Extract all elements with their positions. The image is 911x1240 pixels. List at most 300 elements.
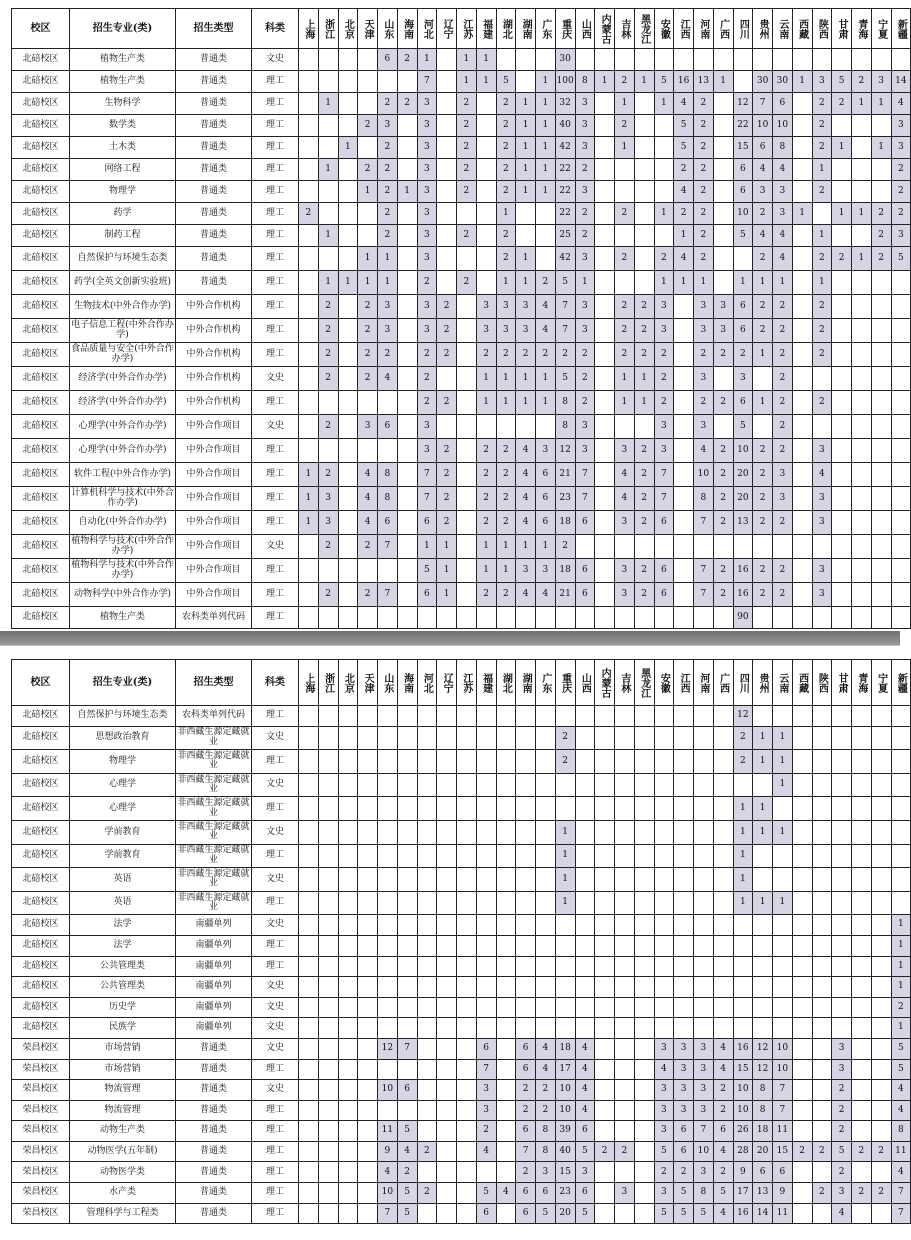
cell-value — [713, 271, 733, 295]
cell-value — [871, 559, 891, 583]
cell-value — [457, 750, 477, 774]
cell-value: 1 — [437, 583, 457, 607]
cell-value: 6 — [674, 1121, 694, 1142]
cell-value — [457, 977, 477, 998]
table-row — [12, 415, 911, 439]
cell-value: 3 — [733, 367, 753, 391]
cell-value — [615, 820, 635, 844]
cell-major: 公共管理类 — [70, 977, 176, 998]
cell-value: 1 — [516, 181, 536, 203]
header-province — [457, 660, 477, 706]
cell-subject: 理工 — [252, 115, 299, 137]
cell-subject: 文史 — [252, 1038, 299, 1059]
cell-value — [358, 706, 378, 727]
cell-value — [852, 726, 872, 750]
cell-value: 2 — [496, 137, 516, 159]
cell-value — [358, 1080, 378, 1101]
cell-value: 2 — [358, 115, 378, 137]
cell-value — [871, 583, 891, 607]
cell-value — [457, 1100, 477, 1121]
cell-value — [753, 607, 773, 629]
province-label: 辽宁 — [441, 672, 453, 693]
cell-value: 2 — [832, 1080, 852, 1101]
cell-value — [713, 997, 733, 1018]
header-province — [654, 660, 674, 706]
cell-value — [733, 773, 753, 797]
cell-value — [753, 415, 773, 439]
cell-value — [496, 773, 516, 797]
cell-value — [417, 1162, 437, 1183]
cell-value — [417, 1018, 437, 1039]
cell-value — [417, 726, 437, 750]
province-label: 海南 — [401, 672, 413, 693]
cell-type: 普通类 — [176, 93, 252, 115]
cell-value: 3 — [575, 439, 595, 463]
header-province — [536, 660, 556, 706]
cell-value: 5 — [891, 247, 911, 271]
cell-value: 17 — [555, 1059, 575, 1080]
cell-major: 心理学(中外合作办学) — [70, 439, 176, 463]
cell-value — [871, 607, 891, 629]
cell-value: 1 — [476, 391, 496, 415]
cell-value — [654, 159, 674, 181]
cell-value: 2 — [812, 137, 832, 159]
cell-subject: 理工 — [252, 319, 299, 343]
cell-value: 1 — [516, 93, 536, 115]
cell-value — [733, 1018, 753, 1039]
cell-value — [773, 49, 793, 71]
cell-value — [792, 1121, 812, 1142]
cell-value: 2 — [792, 1141, 812, 1162]
cell-value — [634, 1100, 654, 1121]
province-label: 山东 — [381, 672, 393, 693]
cell-subject: 理工 — [252, 487, 299, 511]
cell-value — [437, 773, 457, 797]
cell-value: 1 — [496, 391, 516, 415]
cell-value — [338, 181, 358, 203]
cell-value: 10 — [733, 203, 753, 225]
cell-value: 1 — [753, 343, 773, 367]
cell-value — [358, 1183, 378, 1204]
cell-value: 1 — [516, 115, 536, 137]
cell-value: 1 — [516, 137, 536, 159]
cell-value — [378, 1059, 398, 1080]
cell-value: 2 — [713, 1080, 733, 1101]
province-label: 陕西 — [816, 672, 828, 693]
cell-value — [871, 439, 891, 463]
cell-value: 7 — [694, 583, 714, 607]
header-province — [871, 9, 891, 49]
table-row — [12, 915, 911, 936]
cell-value: 6 — [516, 1038, 536, 1059]
cell-value — [536, 997, 556, 1018]
cell-value — [595, 319, 615, 343]
cell-value — [299, 1059, 319, 1080]
cell-value — [496, 726, 516, 750]
cell-value: 1 — [536, 137, 556, 159]
cell-value: 6 — [516, 1203, 536, 1224]
cell-value: 10 — [378, 1080, 398, 1101]
cell-value — [299, 1203, 319, 1224]
cell-campus: 北碚校区 — [12, 71, 70, 93]
cell-value: 2 — [536, 1100, 556, 1121]
cell-value: 2 — [852, 1141, 872, 1162]
cell-value — [713, 203, 733, 225]
cell-value: 2 — [753, 559, 773, 583]
cell-value: 7 — [773, 1080, 793, 1101]
cell-value — [792, 1203, 812, 1224]
cell-value — [674, 559, 694, 583]
cell-value — [674, 997, 694, 1018]
cell-value: 3 — [694, 415, 714, 439]
table-row — [12, 271, 911, 295]
cell-value — [378, 868, 398, 892]
header-province — [575, 660, 595, 706]
cell-value — [299, 915, 319, 936]
cell-campus: 北碚校区 — [12, 820, 70, 844]
cell-value: 6 — [575, 1183, 595, 1204]
cell-value — [634, 915, 654, 936]
cell-value — [318, 203, 338, 225]
cell-value: 1 — [733, 797, 753, 821]
cell-value: 1 — [496, 203, 516, 225]
cell-major: 药学(全英文创新实验班) — [70, 271, 176, 295]
cell-value — [457, 997, 477, 1018]
cell-subject: 理工 — [252, 391, 299, 415]
cell-subject: 文史 — [252, 535, 299, 559]
cell-type: 普通类 — [176, 1183, 252, 1204]
cell-value — [871, 797, 891, 821]
cell-value — [753, 773, 773, 797]
cell-value: 2 — [496, 93, 516, 115]
cell-major: 管理科学与工程类 — [70, 1203, 176, 1224]
cell-value — [437, 935, 457, 956]
cell-value — [338, 511, 358, 535]
cell-value — [299, 820, 319, 844]
cell-value: 2 — [575, 343, 595, 367]
cell-value — [457, 343, 477, 367]
cell-value: 1 — [891, 977, 911, 998]
cell-value — [318, 439, 338, 463]
cell-value: 10 — [753, 115, 773, 137]
table-row — [12, 1162, 911, 1183]
cell-value — [397, 535, 417, 559]
cell-value: 2 — [417, 343, 437, 367]
cell-value — [318, 49, 338, 71]
cell-value: 12 — [733, 706, 753, 727]
cell-campus: 北碚校区 — [12, 203, 70, 225]
cell-value — [713, 977, 733, 998]
cell-value: 1 — [832, 137, 852, 159]
cell-value — [516, 706, 536, 727]
table-row — [12, 439, 911, 463]
cell-value — [378, 1018, 398, 1039]
province-label: 广东 — [539, 18, 551, 39]
header-province — [595, 9, 615, 49]
cell-value: 42 — [555, 247, 575, 271]
cell-value — [496, 820, 516, 844]
cell-value — [852, 137, 872, 159]
cell-value — [713, 49, 733, 71]
cell-value — [299, 726, 319, 750]
cell-value — [634, 415, 654, 439]
cell-value — [713, 535, 733, 559]
cell-value: 13 — [733, 511, 753, 535]
cell-value — [832, 891, 852, 915]
header-major: 招生专业(类) — [70, 660, 176, 706]
cell-value — [417, 868, 437, 892]
cell-value — [871, 535, 891, 559]
cell-value — [812, 535, 832, 559]
cell-value: 3 — [694, 1162, 714, 1183]
cell-subject: 理工 — [252, 559, 299, 583]
cell-value: 2 — [694, 203, 714, 225]
cell-value — [595, 463, 615, 487]
cell-value: 8 — [773, 137, 793, 159]
cell-value: 7 — [694, 559, 714, 583]
cell-value — [832, 935, 852, 956]
cell-value — [496, 1203, 516, 1224]
province-label: 云南 — [776, 672, 788, 693]
cell-type: 非西藏生源定藏就业 — [176, 726, 252, 750]
table-bottom — [11, 659, 911, 1224]
cell-value: 4 — [358, 463, 378, 487]
cell-type: 中外合作机构 — [176, 367, 252, 391]
cell-value: 2 — [575, 159, 595, 181]
cell-value: 2 — [713, 511, 733, 535]
cell-major: 心理学 — [70, 797, 176, 821]
cell-value: 1 — [437, 535, 457, 559]
cell-value: 6 — [654, 511, 674, 535]
cell-campus: 荣昌校区 — [12, 1121, 70, 1142]
cell-value — [871, 977, 891, 998]
cell-value — [753, 367, 773, 391]
cell-value — [457, 956, 477, 977]
page-separator — [0, 631, 900, 645]
cell-value — [496, 1059, 516, 1080]
cell-value: 2 — [852, 71, 872, 93]
cell-value — [378, 977, 398, 998]
cell-value — [832, 367, 852, 391]
cell-type: 普通类 — [176, 1141, 252, 1162]
province-label: 黑龙江 — [638, 667, 650, 698]
cell-value — [595, 750, 615, 774]
cell-value: 2 — [378, 343, 398, 367]
cell-value — [318, 1038, 338, 1059]
table-row — [12, 1183, 911, 1204]
cell-value — [792, 915, 812, 936]
cell-value — [832, 49, 852, 71]
cell-value: 3 — [417, 93, 437, 115]
cell-value — [397, 487, 417, 511]
cell-value: 3 — [694, 367, 714, 391]
header-province — [615, 660, 635, 706]
cell-value — [476, 750, 496, 774]
header-province — [318, 660, 338, 706]
cell-campus: 北碚校区 — [12, 271, 70, 295]
cell-value: 1 — [338, 137, 358, 159]
cell-value — [476, 868, 496, 892]
cell-value — [615, 773, 635, 797]
cell-value — [555, 706, 575, 727]
cell-value — [397, 1100, 417, 1121]
cell-value — [575, 706, 595, 727]
cell-value — [812, 977, 832, 998]
cell-value: 2 — [753, 439, 773, 463]
cell-value: 3 — [476, 1080, 496, 1101]
header-province — [694, 9, 714, 49]
cell-value: 3 — [615, 559, 635, 583]
cell-value — [318, 1080, 338, 1101]
cell-value — [812, 1203, 832, 1224]
cell-value — [338, 1141, 358, 1162]
cell-value: 4 — [575, 1080, 595, 1101]
cell-value: 2 — [358, 295, 378, 319]
cell-value: 21 — [555, 583, 575, 607]
cell-value — [397, 367, 417, 391]
cell-value — [733, 997, 753, 1018]
cell-value — [792, 706, 812, 727]
cell-value — [378, 1100, 398, 1121]
cell-value — [812, 750, 832, 774]
cell-value: 2 — [457, 181, 477, 203]
cell-value — [338, 915, 358, 936]
header-province — [476, 660, 496, 706]
cell-value — [891, 319, 911, 343]
cell-value — [496, 415, 516, 439]
cell-value — [536, 915, 556, 936]
province-label: 贵州 — [757, 672, 769, 693]
cell-value: 1 — [615, 391, 635, 415]
cell-value — [812, 935, 832, 956]
cell-value — [397, 295, 417, 319]
cell-value — [753, 915, 773, 936]
cell-value: 2 — [713, 559, 733, 583]
enrollment-table-top — [11, 8, 907, 629]
cell-value — [694, 997, 714, 1018]
cell-value — [595, 844, 615, 868]
cell-value — [299, 319, 319, 343]
cell-value: 1 — [733, 820, 753, 844]
cell-value — [595, 820, 615, 844]
cell-value — [378, 773, 398, 797]
header-campus: 校区 — [12, 9, 70, 49]
cell-value: 32 — [555, 93, 575, 115]
cell-value: 5 — [575, 1203, 595, 1224]
cell-value — [516, 956, 536, 977]
cell-value: 2 — [437, 511, 457, 535]
cell-value — [654, 977, 674, 998]
cell-value — [674, 726, 694, 750]
cell-value: 3 — [575, 115, 595, 137]
cell-value: 1 — [457, 71, 477, 93]
cell-value — [832, 115, 852, 137]
cell-value: 40 — [555, 115, 575, 137]
cell-value: 6 — [536, 487, 556, 511]
cell-value — [654, 115, 674, 137]
cell-value: 2 — [555, 750, 575, 774]
cell-value — [575, 750, 595, 774]
cell-value: 2 — [634, 319, 654, 343]
cell-value — [555, 773, 575, 797]
cell-value: 10 — [773, 1038, 793, 1059]
cell-value — [792, 439, 812, 463]
table-row — [12, 225, 911, 247]
cell-value — [871, 1121, 891, 1142]
table-row — [12, 559, 911, 583]
cell-value — [437, 997, 457, 1018]
province-label: 北京 — [342, 18, 354, 39]
cell-value — [299, 706, 319, 727]
cell-value — [476, 203, 496, 225]
cell-value: 1 — [536, 93, 556, 115]
cell-value — [852, 977, 872, 998]
cell-value — [634, 137, 654, 159]
cell-value: 2 — [378, 93, 398, 115]
cell-value — [417, 820, 437, 844]
header-province — [654, 9, 674, 49]
cell-subject: 文史 — [252, 415, 299, 439]
cell-value — [496, 868, 516, 892]
cell-value: 6 — [654, 559, 674, 583]
cell-campus: 北碚校区 — [12, 977, 70, 998]
cell-value — [299, 391, 319, 415]
cell-value: 7 — [417, 463, 437, 487]
cell-value: 42 — [555, 137, 575, 159]
cell-value — [575, 977, 595, 998]
cell-value: 4 — [713, 1141, 733, 1162]
cell-value — [437, 115, 457, 137]
cell-value — [417, 977, 437, 998]
cell-value — [437, 71, 457, 93]
cell-value: 3 — [713, 319, 733, 343]
cell-value: 1 — [536, 181, 556, 203]
cell-value — [457, 726, 477, 750]
cell-type: 农科类单列代码 — [176, 607, 252, 629]
cell-value: 7 — [378, 1203, 398, 1224]
cell-value: 5 — [694, 1203, 714, 1224]
province-label: 河南 — [697, 672, 709, 693]
cell-subject: 理工 — [252, 137, 299, 159]
cell-value — [792, 956, 812, 977]
cell-subject: 理工 — [252, 203, 299, 225]
cell-value: 3 — [654, 1038, 674, 1059]
cell-value — [615, 935, 635, 956]
cell-value: 2 — [496, 463, 516, 487]
cell-value — [397, 726, 417, 750]
cell-value — [891, 463, 911, 487]
cell-value — [575, 956, 595, 977]
cell-value: 2 — [694, 181, 714, 203]
header-province — [476, 9, 496, 49]
header-province — [694, 660, 714, 706]
cell-value — [812, 1121, 832, 1142]
cell-value: 7 — [555, 319, 575, 343]
cell-value — [812, 367, 832, 391]
cell-value — [338, 1059, 358, 1080]
cell-value — [674, 535, 694, 559]
cell-value: 2 — [812, 181, 832, 203]
cell-value: 2 — [674, 159, 694, 181]
cell-value: 3 — [318, 511, 338, 535]
cell-value: 2 — [713, 391, 733, 415]
cell-major: 动物科学(中外合作办学) — [70, 583, 176, 607]
cell-value — [496, 1038, 516, 1059]
cell-value: 7 — [654, 463, 674, 487]
cell-value — [595, 559, 615, 583]
cell-value — [338, 343, 358, 367]
cell-value: 1 — [536, 115, 556, 137]
